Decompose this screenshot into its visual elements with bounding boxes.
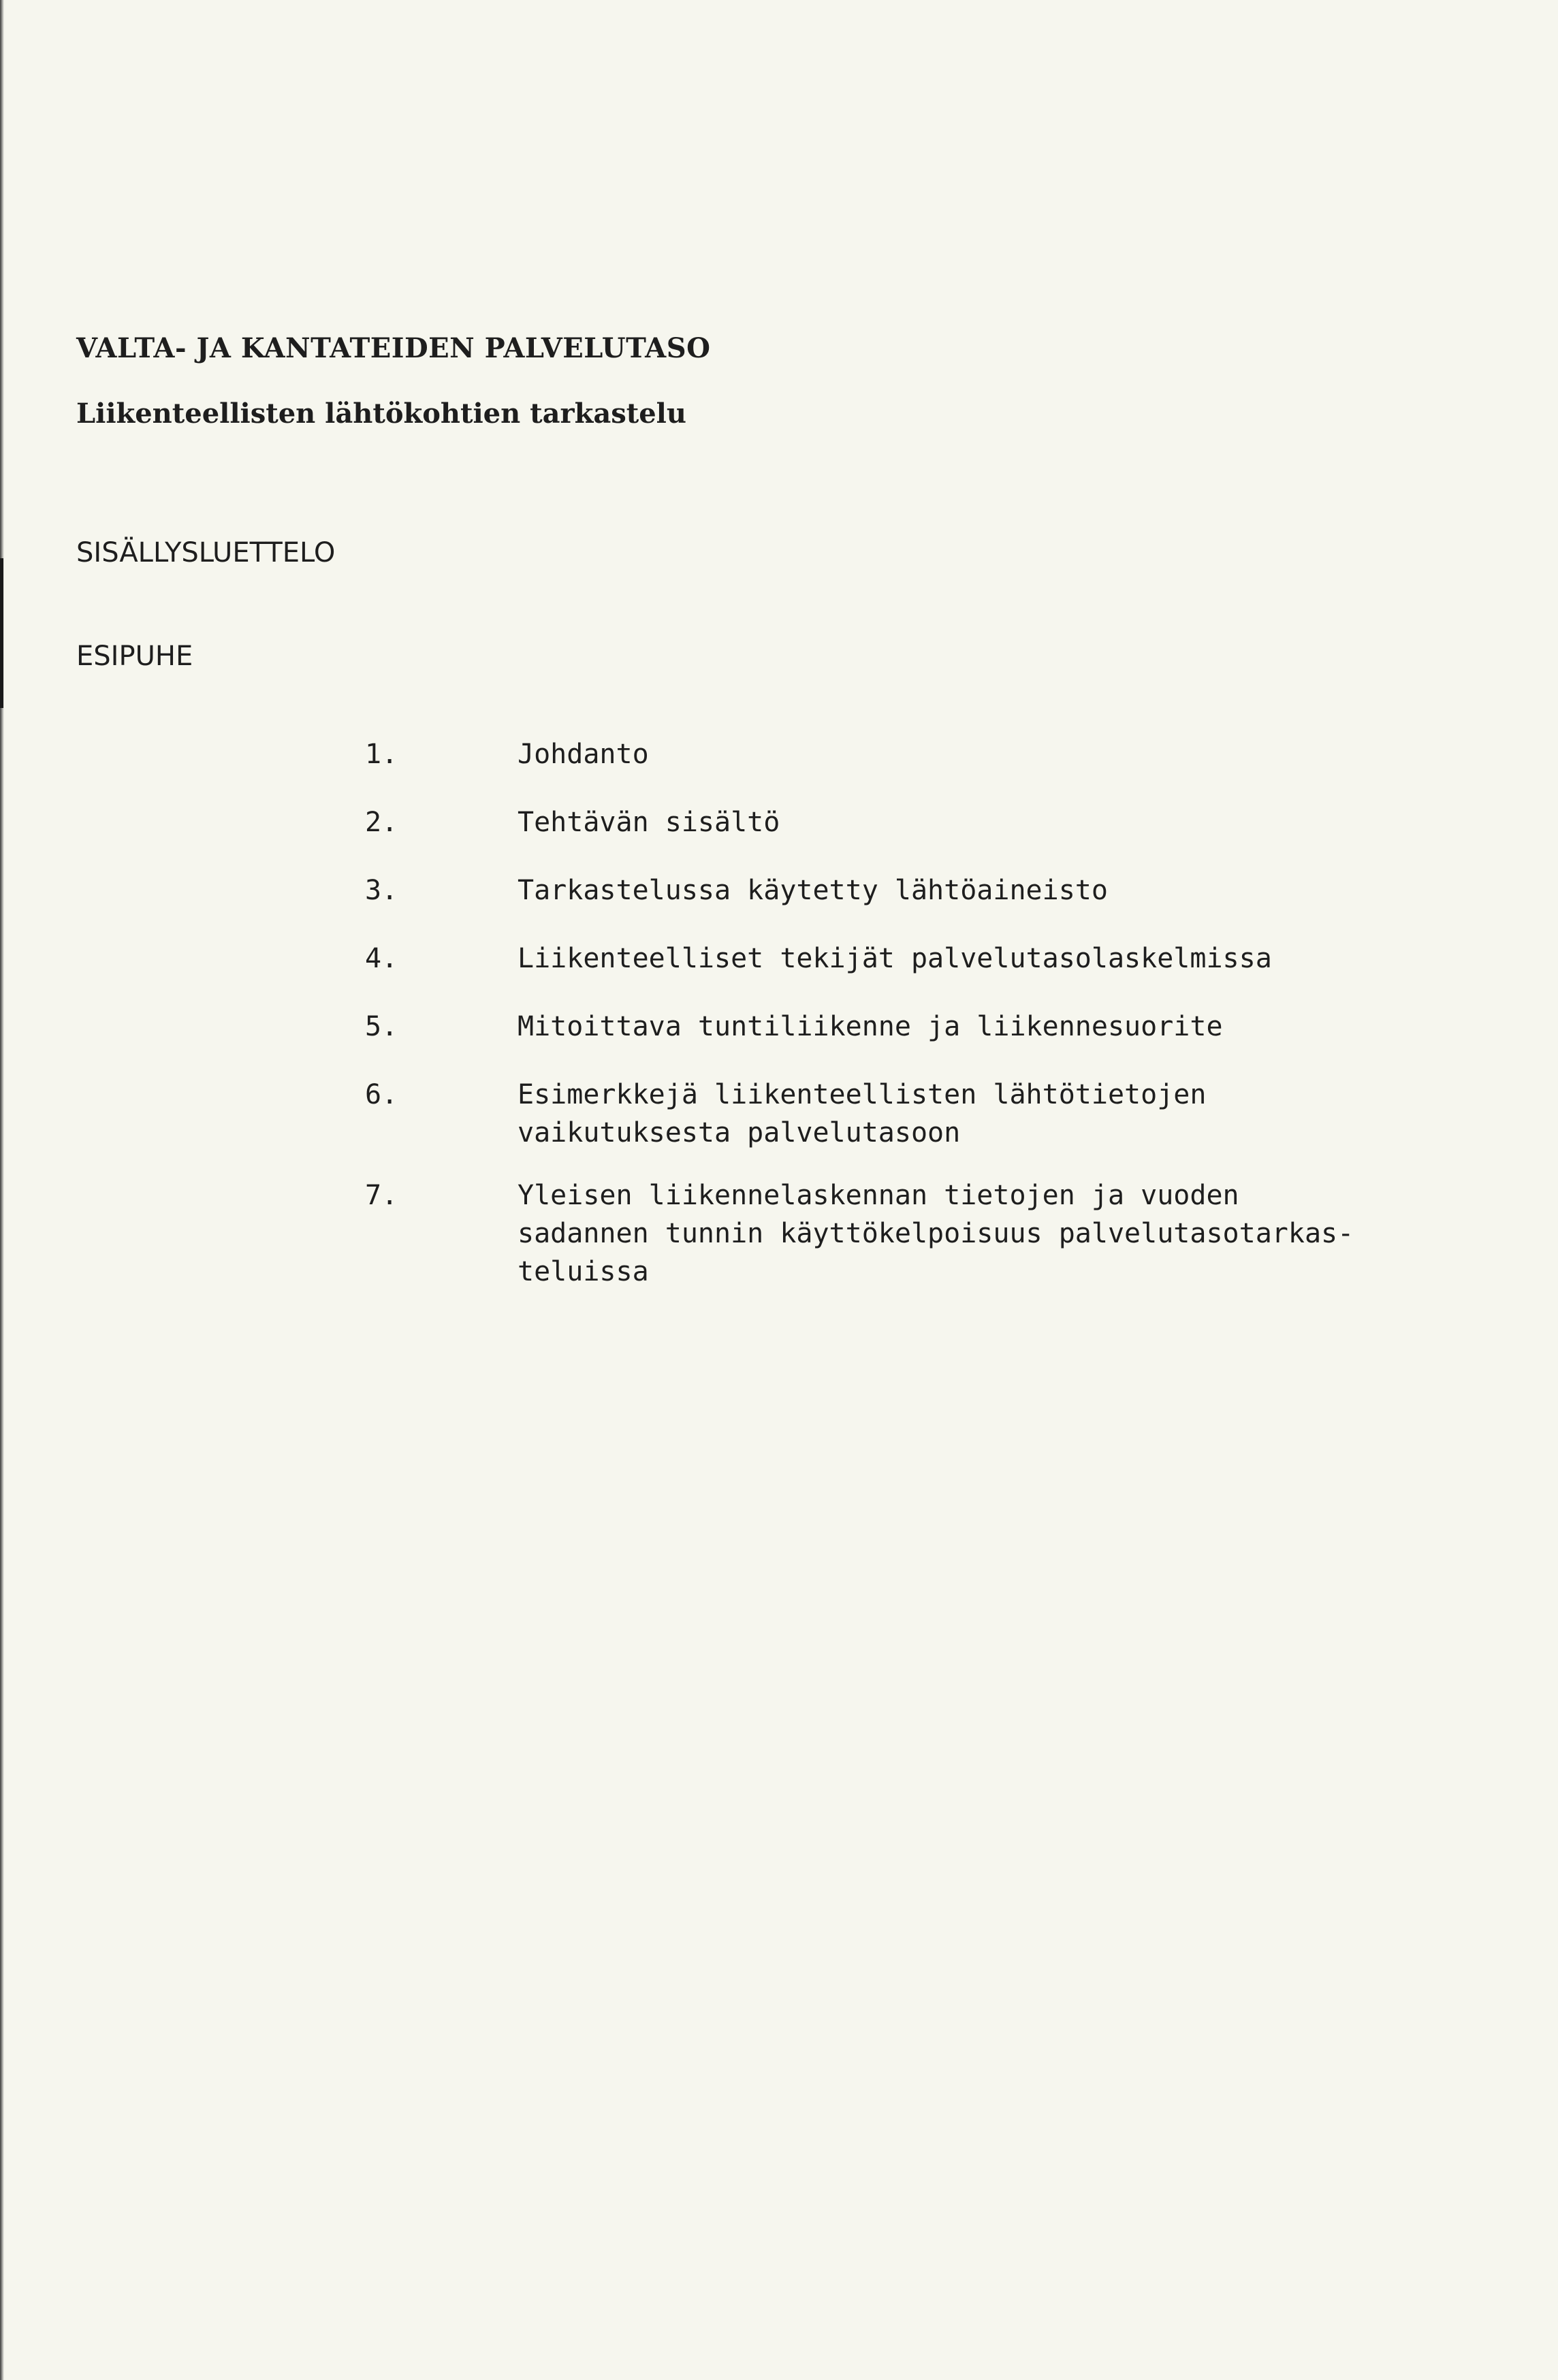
toc-item-text: Johdanto bbox=[518, 739, 649, 770]
document-subtitle: Liikenteellisten lähtökohtien tarkastelu bbox=[76, 398, 686, 430]
toc-item-number: 6. bbox=[365, 1079, 398, 1110]
toc-item-number: 1. bbox=[365, 739, 398, 770]
page-edge-mark bbox=[0, 558, 3, 708]
document-title: VALTA- JA KANTATEIDEN PALVELUTASO bbox=[76, 332, 711, 364]
toc-item-text: Mitoittava tuntiliikenne ja liikennesuorite bbox=[518, 1011, 1223, 1042]
toc-item-text: Tarkastelussa käytetty lähtöaineisto bbox=[518, 875, 1108, 906]
toc-item-number: 5. bbox=[365, 1011, 398, 1042]
toc-item-number: 4. bbox=[365, 943, 398, 974]
toc-item-text: Liikenteelliset tekijät palvelutasolaskelmissa bbox=[518, 943, 1272, 974]
toc-item-text: Esimerkkejä liikenteellisten lähtötietojen vaikutuksesta palvelutasoon bbox=[518, 1079, 1207, 1148]
toc-item-number: 3. bbox=[365, 875, 398, 906]
toc-item-number: 2. bbox=[365, 807, 398, 838]
toc-item-text: Yleisen liikennelaskennan tietojen ja vuoden sadannen tunnin käyttökelpoisuus palvelutasotarkas- teluissa bbox=[518, 1180, 1354, 1287]
toc-heading: SISÄLLYSLUETTELO bbox=[76, 537, 336, 568]
preface-heading: ESIPUHE bbox=[76, 641, 193, 672]
page-edge bbox=[0, 0, 4, 2380]
toc-item-number: 7. bbox=[365, 1180, 398, 1211]
toc-item-text: Tehtävän sisältö bbox=[518, 807, 780, 838]
